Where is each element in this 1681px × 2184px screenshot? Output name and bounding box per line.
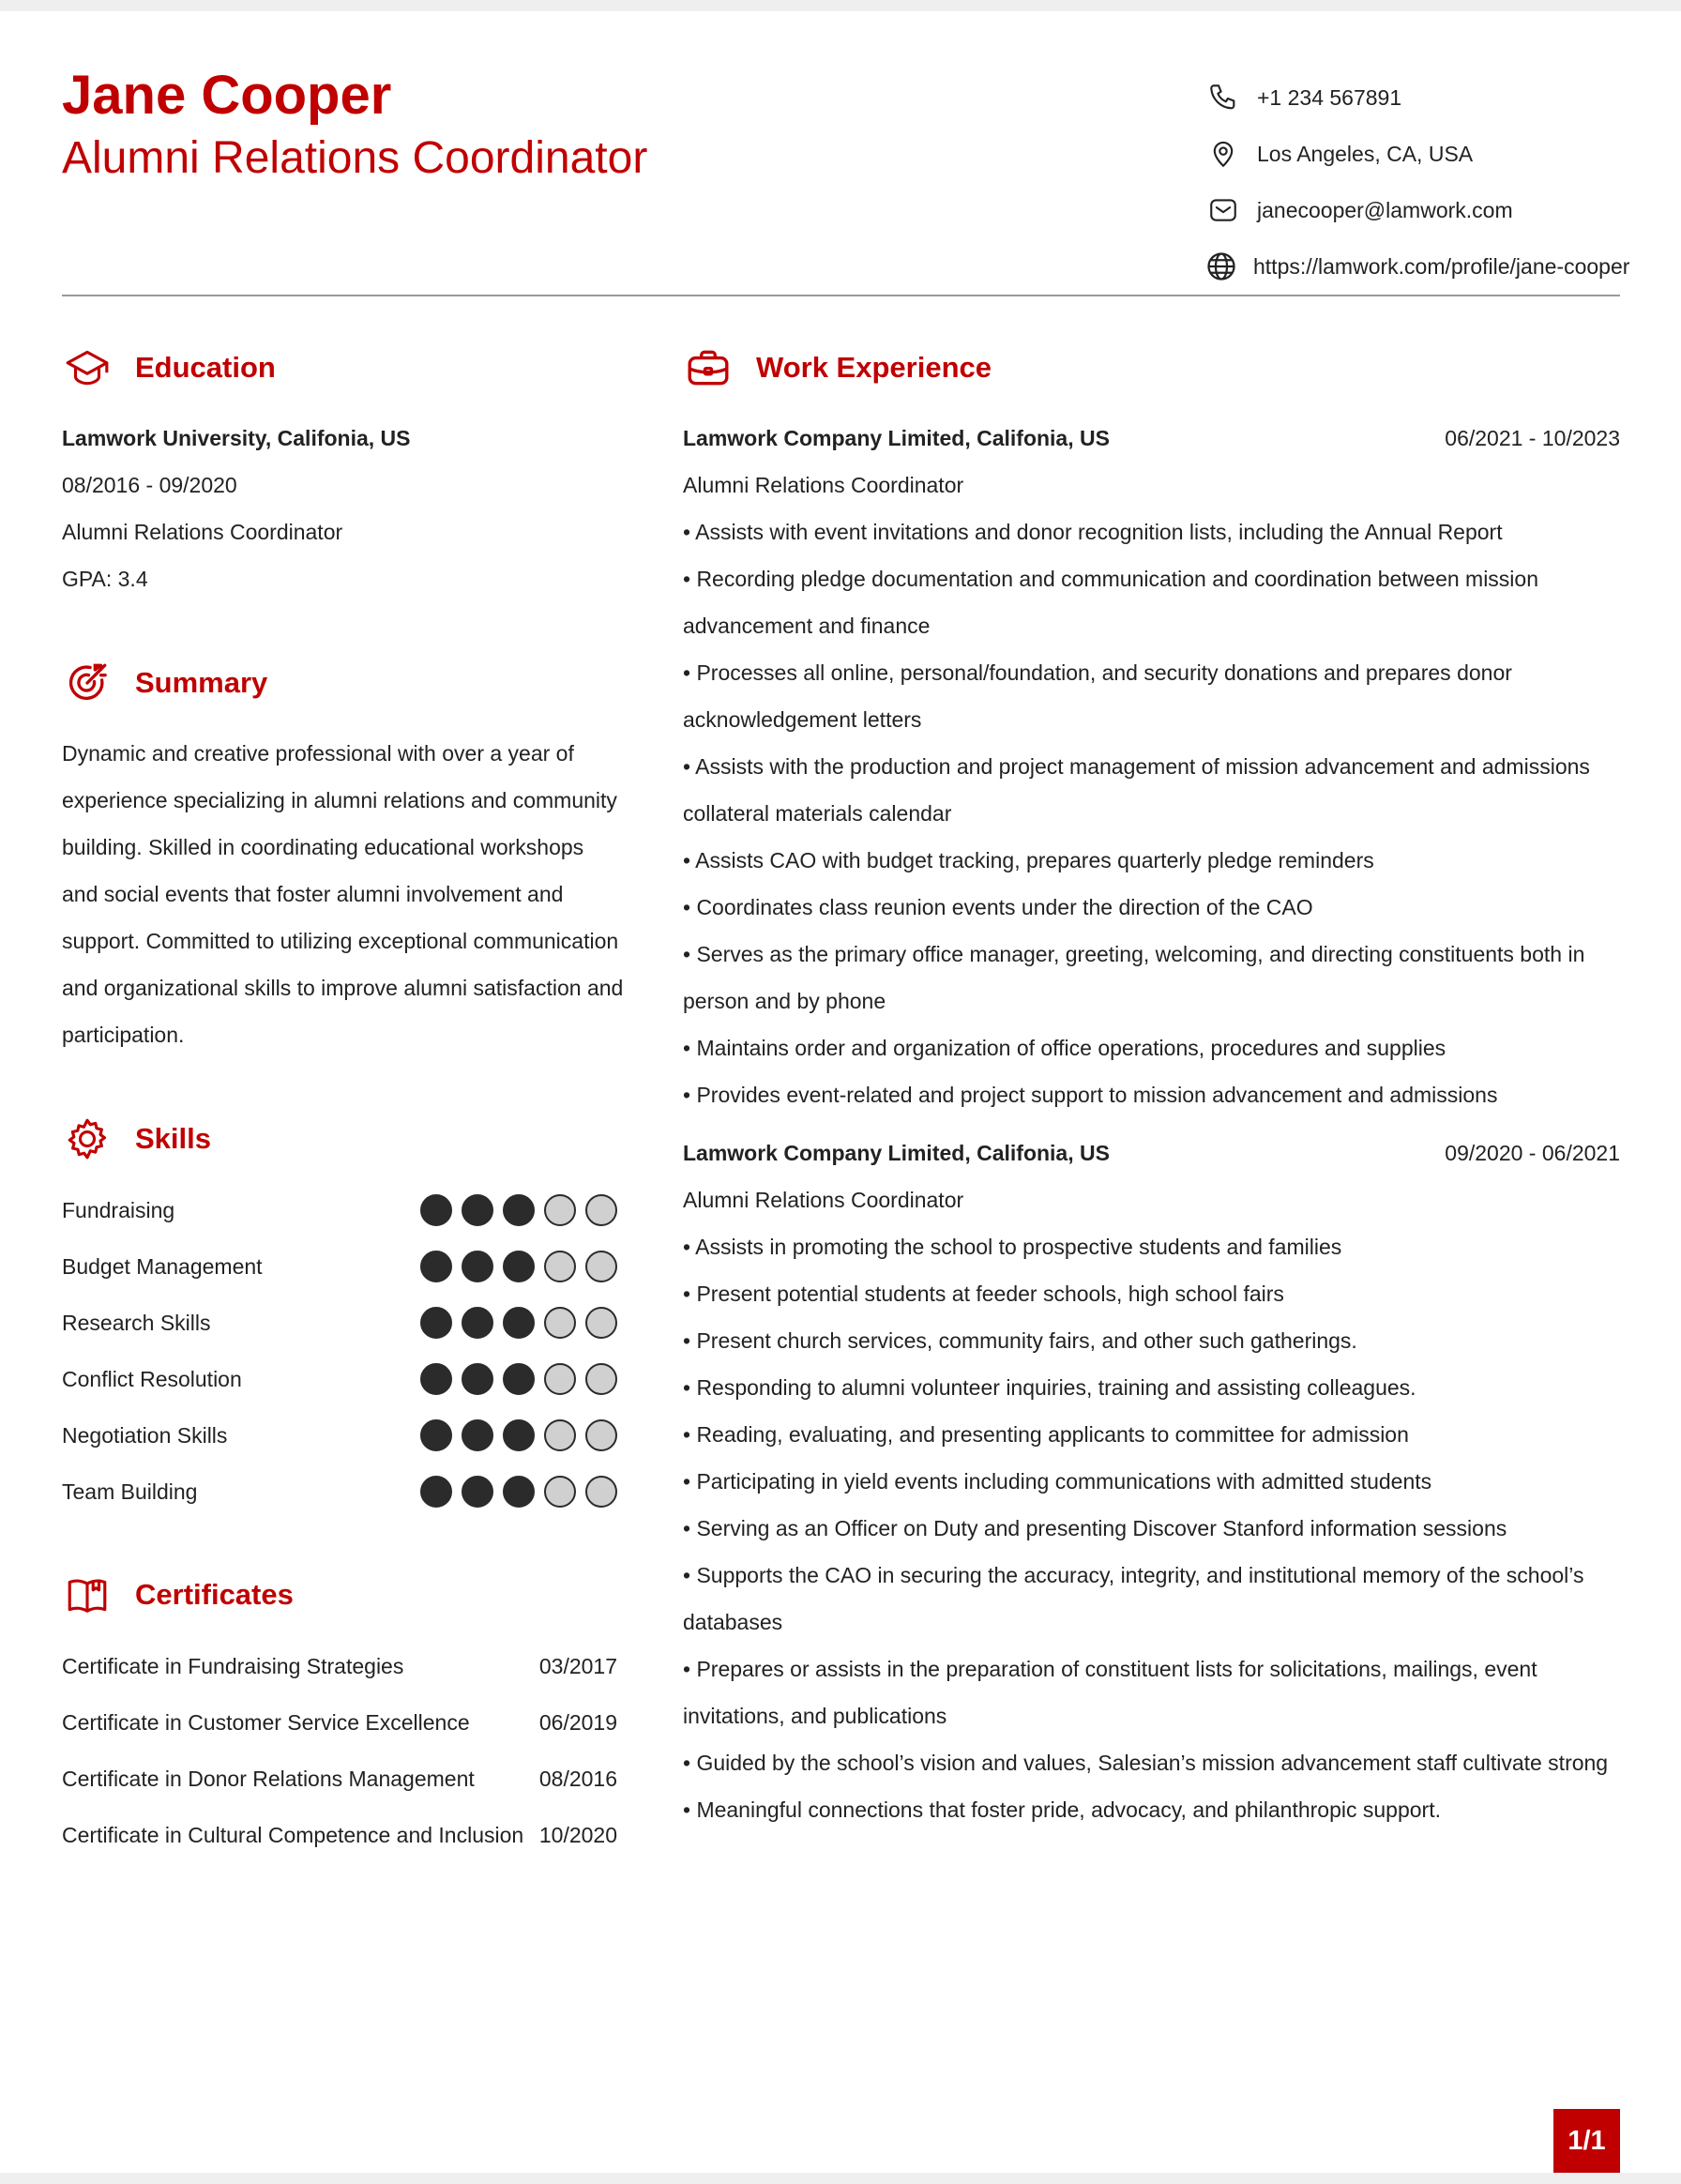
job-company: Lamwork Company Limited, Califonia, US — [683, 425, 1110, 450]
summary-text: Dynamic and creative professional with over a year of experience specializing in alumni relations and community building. Skilled in coordinating educational workshops and social events that foster alumni involvement and support. Committed to utilizing exceptional communication and organizational skills to improve alumni satisfaction and participation. — [62, 741, 624, 1047]
skill-name: Team Building — [62, 1479, 198, 1504]
book-icon — [62, 1570, 113, 1620]
contact-location-text: Los Angeles, CA, USA — [1257, 141, 1474, 166]
certificates-title: Certificates — [135, 1578, 294, 1611]
resume-page — [0, 11, 1681, 2173]
contact-website-text: https://lamwork.com/profile/jane-cooper — [1253, 253, 1630, 279]
job-bullet: • Maintains order and organization of office operations, procedures and supplies — [683, 1036, 1446, 1060]
skill-name: Budget Management — [62, 1253, 263, 1279]
certificate-row — [62, 1751, 617, 1807]
rating-dot-empty — [585, 1194, 617, 1226]
candidate-name: Jane Cooper — [62, 65, 392, 126]
job-bullet: • Participating in yield events including communications with admitted students — [683, 1469, 1432, 1494]
contact-email-text: janecooper@lamwork.com — [1257, 197, 1513, 222]
job-role: Alumni Relations Coordinator — [683, 473, 964, 497]
contact-website[interactable] — [1204, 238, 1630, 295]
education-school: Lamwork University, Califonia, US — [62, 426, 411, 450]
education-section-header — [62, 341, 276, 394]
page-indicator: 1/1 — [1553, 2109, 1620, 2173]
job-bullet: • Assists with event invitations and donor recognition lists, including the Annual Report — [683, 520, 1503, 544]
job-dates: 09/2020 - 06/2021 — [1445, 1140, 1620, 1165]
skill-name: Conflict Resolution — [62, 1366, 242, 1391]
target-icon — [62, 658, 113, 708]
rating-dot-empty — [544, 1307, 576, 1339]
summary-section-header — [62, 657, 267, 709]
job-company: Lamwork Company Limited, Califonia, US — [683, 1140, 1110, 1165]
job-bullet: • Assists with the production and project management of mission advancement and admissions collateral materials calendar — [683, 754, 1590, 826]
contact-phone[interactable] — [1204, 69, 1619, 126]
certificate-name: Certificate in Customer Service Excellence — [62, 1709, 470, 1735]
rating-dot-filled — [420, 1419, 452, 1451]
certificates-list — [62, 1638, 617, 1863]
certificate-row — [62, 1694, 617, 1751]
skill-row — [62, 1295, 617, 1351]
job-bullet: • Present church services, community fairs, and other such gatherings. — [683, 1328, 1357, 1353]
education-degree: Alumni Relations Coordinator — [62, 520, 343, 544]
briefcase-icon — [683, 342, 734, 393]
job-dates: 06/2021 - 10/2023 — [1445, 425, 1620, 450]
phone-icon — [1204, 79, 1242, 116]
job-bullet: • Assists CAO with budget tracking, prepares quarterly pledge reminders — [683, 848, 1374, 872]
rating-dot-empty — [585, 1251, 617, 1282]
rating-dot-filled — [503, 1194, 535, 1226]
work-section-header — [683, 341, 992, 394]
job-bullet: • Present potential students at feeder schools, high school fairs — [683, 1282, 1284, 1306]
skill-rating — [420, 1476, 617, 1508]
certificate-name: Certificate in Cultural Competence and Inclusion — [62, 1822, 524, 1847]
rating-dot-empty — [585, 1307, 617, 1339]
job-bullet: • Recording pledge documentation and communication and coordination between mission advancement and finance — [683, 567, 1539, 638]
globe-icon — [1204, 248, 1238, 285]
candidate-headline: Alumni Relations Coordinator — [62, 133, 648, 183]
location-pin-icon — [1204, 135, 1242, 173]
education-title: Education — [135, 351, 276, 384]
header-divider — [62, 295, 1620, 296]
contact-location — [1204, 126, 1619, 182]
rating-dot-empty — [544, 1194, 576, 1226]
rating-dot-filled — [503, 1476, 535, 1508]
job-bullet: • Assists in promoting the school to prospective students and families — [683, 1235, 1342, 1259]
job-bullet: • Provides event-related and project support to mission advancement and admissions — [683, 1083, 1498, 1107]
skill-name: Fundraising — [62, 1197, 175, 1222]
job-bullet: • Serving as an Officer on Duty and presenting Discover Stanford information sessions — [683, 1516, 1507, 1540]
rating-dot-empty — [585, 1363, 617, 1395]
work-title: Work Experience — [756, 351, 992, 384]
skill-rating — [420, 1363, 617, 1395]
rating-dot-filled — [420, 1476, 452, 1508]
rating-dot-empty — [585, 1476, 617, 1508]
skill-rating — [420, 1419, 617, 1451]
rating-dot-filled — [503, 1307, 535, 1339]
gear-icon — [62, 1114, 113, 1164]
skill-name: Negotiation Skills — [62, 1422, 228, 1448]
job-bullet: • Supports the CAO in securing the accuracy, integrity, and institutional memory of the school’s databases — [683, 1563, 1584, 1634]
contact-list — [1204, 69, 1630, 295]
skill-rating — [420, 1307, 617, 1339]
rating-dot-filled — [462, 1363, 493, 1395]
rating-dot-filled — [462, 1251, 493, 1282]
rating-dot-filled — [462, 1194, 493, 1226]
contact-phone-text: +1 234 567891 — [1257, 84, 1402, 110]
job-bullet: • Responding to alumni volunteer inquiries, training and assisting colleagues. — [683, 1375, 1416, 1400]
certificate-name: Certificate in Donor Relations Management — [62, 1766, 475, 1791]
certificate-date: 08/2016 — [538, 1766, 617, 1791]
rating-dot-filled — [462, 1419, 493, 1451]
summary-title: Summary — [135, 666, 268, 699]
skill-rating — [420, 1251, 617, 1282]
certificate-date: 03/2017 — [538, 1653, 617, 1678]
rating-dot-empty — [544, 1363, 576, 1395]
skills-title: Skills — [135, 1122, 211, 1155]
rating-dot-filled — [420, 1194, 452, 1226]
job-role: Alumni Relations Coordinator — [683, 1188, 964, 1212]
job-entry — [683, 415, 1620, 1118]
certificate-row — [62, 1638, 617, 1694]
certificates-section-header — [62, 1569, 294, 1621]
skill-row — [62, 1407, 617, 1464]
contact-email[interactable] — [1204, 182, 1619, 238]
rating-dot-filled — [503, 1363, 535, 1395]
email-icon — [1204, 191, 1242, 229]
rating-dot-empty — [544, 1476, 576, 1508]
job-bullets — [683, 1223, 1620, 1833]
job-bullet: • Prepares or assists in the preparation of constituent lists for solicitations, mailings, event invitations, and publications — [683, 1657, 1537, 1728]
rating-dot-empty — [544, 1251, 576, 1282]
rating-dot-filled — [503, 1251, 535, 1282]
certificate-date: 10/2020 — [538, 1822, 617, 1847]
rating-dot-filled — [462, 1476, 493, 1508]
graduation-cap-icon — [62, 342, 113, 393]
skill-row — [62, 1182, 617, 1238]
job-bullet: • Processes all online, personal/foundation, and security donations and prepares donor acknowledgement letters — [683, 660, 1512, 732]
certificate-name: Certificate in Fundraising Strategies — [62, 1653, 404, 1678]
job-bullet: • Guided by the school’s vision and values, Salesian’s mission advancement staff cultivate strong — [683, 1751, 1609, 1775]
skill-name: Research Skills — [62, 1310, 211, 1335]
skill-row — [62, 1238, 617, 1295]
job-bullet: • Serves as the primary office manager, greeting, welcoming, and directing constituents both in person and by phone — [683, 942, 1585, 1013]
skill-rating — [420, 1194, 617, 1226]
job-header — [683, 1130, 1620, 1176]
rating-dot-filled — [420, 1307, 452, 1339]
rating-dot-filled — [420, 1363, 452, 1395]
rating-dot-empty — [585, 1419, 617, 1451]
certificate-date: 06/2019 — [538, 1709, 617, 1735]
job-bullet: • Meaningful connections that foster pride, advocacy, and philanthropic support. — [683, 1797, 1441, 1822]
education-gpa: GPA: 3.4 — [62, 567, 148, 591]
skills-section-header — [62, 1113, 211, 1165]
job-bullet: • Reading, evaluating, and presenting applicants to committee for admission — [683, 1422, 1409, 1447]
skill-row — [62, 1464, 617, 1520]
job-header — [683, 415, 1620, 462]
rating-dot-filled — [462, 1307, 493, 1339]
certificate-row — [62, 1807, 617, 1863]
rating-dot-empty — [544, 1419, 576, 1451]
job-bullets — [683, 508, 1620, 1118]
education-dates: 08/2016 - 09/2020 — [62, 473, 237, 497]
rating-dot-filled — [420, 1251, 452, 1282]
rating-dot-filled — [503, 1419, 535, 1451]
job-entry — [683, 1130, 1620, 1833]
job-bullet: • Coordinates class reunion events under the direction of the CAO — [683, 895, 1313, 919]
skill-row — [62, 1351, 617, 1407]
skills-list — [62, 1182, 617, 1520]
